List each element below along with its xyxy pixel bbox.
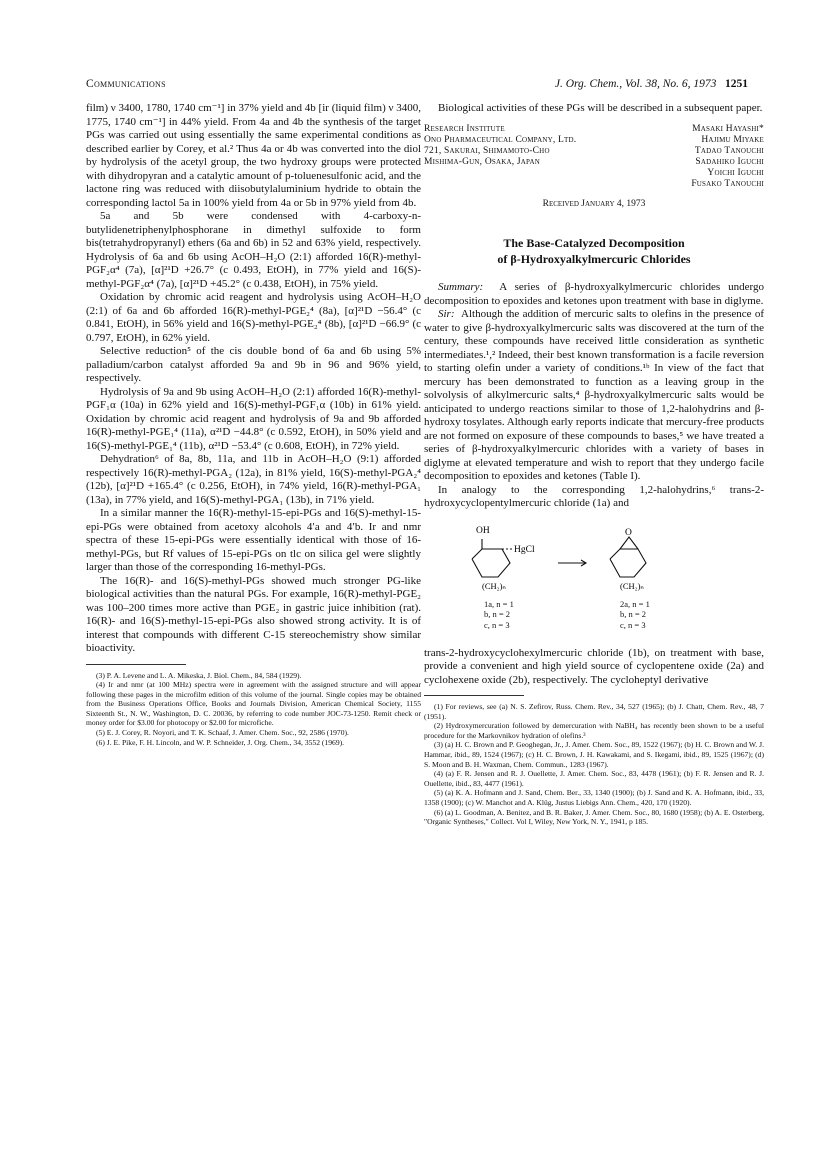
author: Masaki Hayashi*	[692, 123, 764, 134]
right-column	[424, 102, 764, 827]
footnote: (4) (a) F. R. Jensen and R. J. Ouellette, J. Amer. Chem. Soc., 83, 4478 (1961); (b) F. R. Jensen and R. J. Ouellette, ibid., 83, 4477 (1961).	[424, 769, 764, 788]
author: Hajimu Miyake	[701, 134, 764, 145]
hgcl-label: HgCl	[514, 544, 535, 555]
compound-labels-right	[620, 599, 650, 631]
footnote: (6) J. E. Pike, F. H. Lincoln, and W. P. Schneider, J. Org. Chem., 34, 3552 (1969).	[96, 737, 345, 747]
paragraph: 5a and 5b were condensed with 4-carboxy-n-butylidenetriphenylphosphorane in dimethyl sulfoxide to form bis(tetrahydropyranyl) ethers (6a and 6b) in 52 and 63% yield, respectively. Hydrolysis of 6a and 6b using AcOH–H₂O (2:1) afforded 16(R)-methyl-PGF₂α⁴ (7a), [α]²¹D +26.7° (c 0.493, EtOH), in 77% yield and 16(S)-methyl-PGF₂α⁴ (7a), [α]²¹D +45.2° (c 0.438, EtOH), in 75% yield.	[86, 210, 421, 290]
journal-citation: J. Org. Chem., Vol. 38, No. 6, 1973	[554, 78, 717, 90]
article-title	[424, 235, 764, 267]
footnote: (3) (a) H. C. Brown and P. Geoghegan, Jr., J. Amer. Chem. Soc., 89, 1522 (1967); (b) H. C. Brown and W. J. Hammar, ibid., 89, 1524 (1967); (c) H. C. Brown, J. H. Kawakami, and S. Ikegami, ibid., 89, 1525 (1967); (d) S. Moon and B. H. Waxman, Chem. Commun., 1283 (1967).	[424, 740, 764, 769]
summary	[424, 281, 764, 308]
reaction-scheme	[424, 519, 764, 637]
footnote: (5) (a) K. A. Hofmann and J. Sand, Chem. Ber., 33, 1340 (1900); (b) J. Sand and K. A. Hofmann, ibid., 33, 1358 (1900); (c) W. Manchot and A. Klüg, Justus Liebigs Ann. Chem., 420, 170 (1920).	[424, 788, 764, 807]
cyclo-ring-left	[472, 549, 510, 577]
ch2n-label-right: (CH₂)ₙ	[620, 580, 644, 591]
paragraph: Dehydration⁶ of 8a, 8b, 11a, and 11b in AcOH–H₂O (9:1) afforded respectively 16(R)-methyl-PGA₂ (12a), in 81% yield, 16(S)-methyl-PGA₂⁴ (12b), [α]²¹D +165.4° (c 0.256, EtOH), in 74% yield, 16(R)-methyl-PGA₁ (13a), in 77% yield, and 16(S)-methyl-PGA₁ (13b), in 71% yield.	[86, 453, 421, 506]
author-list	[691, 124, 764, 190]
author: Tadao Tanouchi	[694, 145, 764, 156]
summary-label: Summary:	[438, 281, 484, 293]
compound-label: c, n = 3	[620, 619, 646, 630]
affiliation-line: 721, Sakurai, Shimamoto-Cho	[424, 145, 550, 156]
title-line: The Base-Catalyzed Decomposition	[503, 236, 685, 250]
compound-labels-left	[484, 599, 514, 631]
paragraph: Oxidation by chromic acid reagent and hydrolysis using AcOH–H₂O (2:1) of 6a and 6b afforded 16(R)-methyl-PGE₂⁴ (8a), [α]²¹D −56.4° (c 0.841, EtOH), in 56% yield and 16(S)-methyl-PGE₂⁴ (8b), [α]²¹D −66.9° (c 0.797, EtOH), in 62% yield.	[86, 291, 421, 344]
page-number: 1251	[725, 78, 748, 90]
footnote: (6) (a) L. Goodman, A. Benitez, and B. R. Baker, J. Amer. Chem. Soc., 80, 1680 (1958); (b) A. E. Osterberg, "Organic Syntheses," Collect. Vol I, Wiley, New York, N. Y., 1941, p 185.	[424, 807, 764, 827]
footnote-divider	[86, 664, 186, 665]
paragraph: In analogy to the corresponding 1,2-halohydrins,⁶ trans-2-hydroxycyclopentylmercuric chloride (1a) and	[424, 483, 764, 509]
received-date: Received January 4, 1973	[542, 198, 646, 209]
cyclo-ring-right	[610, 549, 646, 577]
compound-label: c, n = 3	[484, 619, 510, 630]
compound-label: b, n = 2	[484, 609, 511, 619]
running-head-journal	[555, 78, 748, 90]
sir-label: Sir:	[438, 308, 455, 320]
footnote: (4) Ir and nmr (at 100 MHz) spectra were in agreement with the assigned structure and will appear following these pages in the microfilm edition of this volume of the journal. Single copies may be obtained from the Business Operations Office, Books and Journals Division, American Chemical Society, 1155 Sixteenth St., N. W., Washington, D. C. 20036, by referring to code number JOC-73-1250. Remit check or money order for $3.00 for photocopy or $2.00 for microfiche.	[86, 680, 421, 728]
running-head-section: Communications	[86, 78, 166, 90]
footnote: (5) E. J. Corey, R. Noyori, and T. K. Schaaf, J. Amer. Chem. Soc., 92, 2586 (1970).	[96, 728, 349, 738]
affiliation-line: Research Institute	[424, 123, 505, 134]
oh-label: OH	[476, 525, 490, 536]
footnotes	[424, 702, 764, 827]
paragraph: The 16(R)- and 16(S)-methyl-PGs showed much stronger PG-like biological activities than the natural PGs. For example, 16(R)-methyl-PGE₂ was 100–200 times more active than PGE₂ in gastric juice inhibition (rat). 16(R)- and 16(S)-methyl-15-epi-PGs also showed strong activity. It is of interest that compounds with different C-15 stereochemistry show similar bioactivity.	[86, 574, 421, 654]
footnote: (2) Hydroxymercuration followed by demercuration with NaBH₄ has recently been shown to be a useful procedure for the Markovnikov hydration of olefins.³	[424, 721, 764, 740]
affiliation	[424, 124, 576, 190]
author: Yoichi Iguchi	[707, 167, 764, 178]
compound-label: 1a, n = 1	[484, 598, 514, 609]
epoxide-bridge	[620, 537, 638, 549]
title-line: of β-Hydroxyalkylmercuric Chlorides	[497, 252, 691, 266]
footnotes	[86, 671, 421, 748]
sir-text: Although the addition of mercuric salts to olefins in the presence of water to give β-hydroxyalkylmercuric salts was discovered at the turn of the century, these compounds have received little consideration as synthetic intermediates.¹,² Indeed, their best known transformation is a facile reversion to starting olefin under a variety of conditions.¹ᵇ In view of the fact that mercury has been demonstrated to function as a leaving group in the solvolysis of alkylmercuric salts,⁴ β-hydroxyalkylmercuric salts would be anticipated to undergo reactions similar to those of 1,2-halohydrins and β-hydroxy tosylates. Although early reports indicate that mercury-free products are not formed on exposure of these compounds to bases,⁵ we have treated a series of β-hydroxyalkylmercuric chlorides with a variety of bases in diglyme at elevated temperature and wish to report that they undergo facile decomposition to epoxides and ketones (Table I).	[424, 308, 764, 482]
left-column	[86, 102, 421, 747]
summary-text: A series of β-hydroxyalkylmercuric chlorides undergo decomposition to epoxides and ketones upon treatment with base in diglyme.	[424, 281, 765, 307]
paragraph: Hydrolysis of 9a and 9b using AcOH–H₂O (2:1) afforded 16(R)-methyl-PGF₁α (10a) in 62% yield and 16(S)-methyl-PGF₁α (10b) in 61% yield. Oxidation by chromic acid reagent and hydrolysis of 9a and 9b afforded 16(R)-methyl-PGE₁⁴ (11a), α²¹D −44.8° (c 0.592, EtOH), in 50% yield and 16(S)-methyl-PGE₁⁴ (11b), α²¹D −53.4° (c 0.608, EtOH), in 72% yield.	[86, 385, 421, 452]
affiliation-block	[424, 124, 764, 190]
affiliation-line: Mishima-Gun, Osaka, Japan	[424, 156, 541, 167]
paragraph: Selective reduction⁵ of the cis double bond of 6a and 6b using 5% palladium/carbon catalyst afforded 9a and 9b in 96 and 96% yield, respectively.	[86, 345, 421, 384]
footnote: (1) For reviews, see (a) N. S. Zefirov, Russ. Chem. Rev., 34, 527 (1965); (b) J. Chatt, Chem. Rev., 48, 7 (1951).	[424, 702, 764, 721]
oxygen-label: O	[625, 527, 632, 538]
paragraph: In a similar manner the 16(R)-methyl-15-epi-PGs and 16(S)-methyl-15-epi-PGs were obtained from acetoxy alcohols 4′a and 4′b. Ir and nmr spectra of these 15-epi-PGs were essentially identical with those of 16-methyl-PGs, but Rf values of 15-epi-PGs on tlc on silica gel were slightly larger than those of the corresponding 16-methyl-PGs.	[86, 507, 421, 573]
compound-label: 2a, n = 1	[620, 598, 650, 609]
paragraph	[424, 308, 764, 484]
compound-label: b, n = 2	[620, 609, 647, 619]
author: Sadahiko Iguchi	[695, 156, 764, 167]
affiliation-line: Ono Pharmaceutical Company, Ltd.	[424, 134, 577, 145]
paragraph: film) ν 3400, 1780, 1740 cm⁻¹] in 37% yield and 4b [ir (liquid film) ν 3400, 1775, 1740 cm⁻¹] in 44% yield. From 4a and 4b the synthesis of the target PGs was carried out using essentially the same experimental conditions as described earlier by Corey, et al.² Thus 4a or 4b was converted into the diol by hydrolysis of the acetyl group, the two hydroxy groups were protected with dihydropyran and a catalytic amount of p-toluenesulfonic acid, and the lactone ring was reduced with diisobutylaluminium hydride to obtain the corresponding lactol 5a in 100% yield from 4a or 5b in 97% yield from 4b.	[86, 102, 421, 209]
paragraph: trans-2-hydroxycyclohexylmercuric chloride (1b), on treatment with base, provide a convenient and high yield source of cyclopentene oxide (2a) and cyclohexene oxide (2b), respectively. The cycloheptyl derivative	[424, 646, 764, 686]
author: Fusako Tanouchi	[691, 178, 764, 189]
paragraph: Biological activities of these PGs will be described in a subsequent paper.	[438, 102, 763, 114]
footnote-divider	[424, 695, 524, 696]
footnote: (3) P. A. Levene and L. A. Mikeska, J. Biol. Chem., 84, 584 (1929).	[96, 670, 302, 680]
ch2n-label-left: (CH₂)ₙ	[482, 580, 506, 591]
